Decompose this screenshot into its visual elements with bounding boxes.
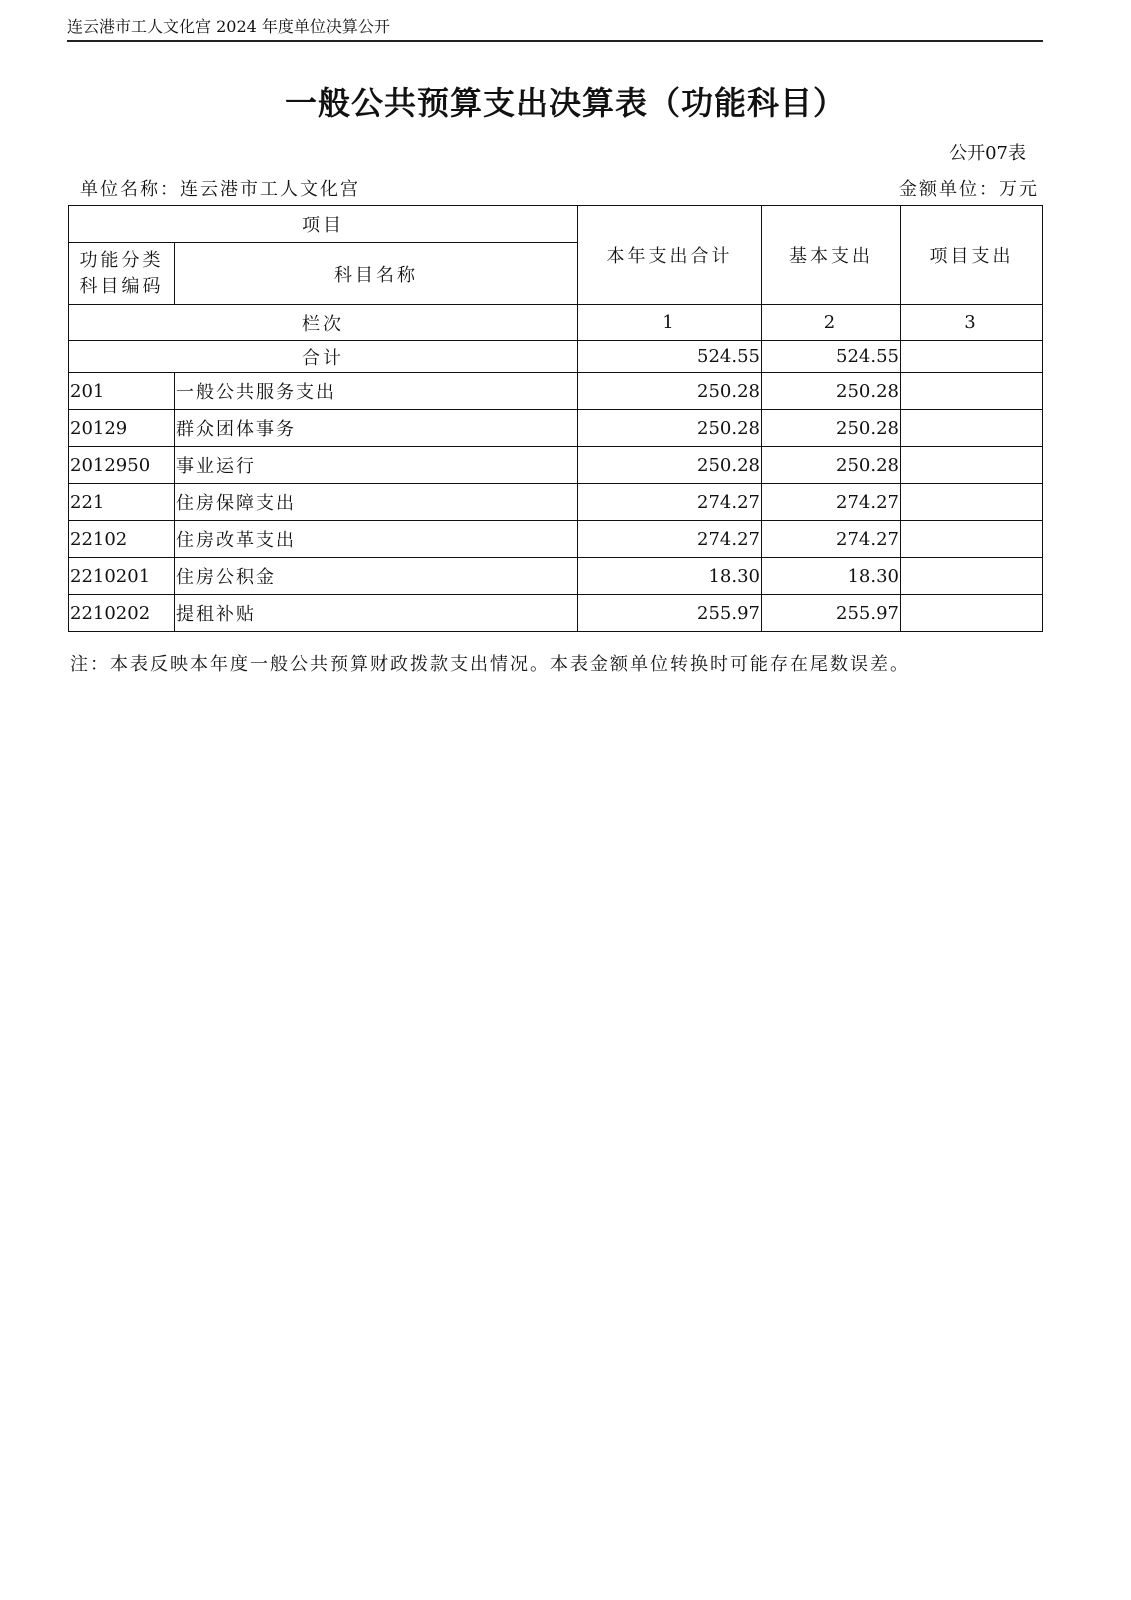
header-subject-name: 科目名称 (175, 243, 578, 305)
table-row (69, 484, 1043, 521)
row-total-expense: 274.27 (578, 484, 762, 521)
row-subject-name: 事业运行 (175, 447, 578, 484)
row-code: 201 (69, 373, 175, 410)
header-project: 项目 (69, 206, 578, 243)
row-project-expense (901, 447, 1043, 484)
row-subject-name: 住房改革支出 (175, 521, 578, 558)
table-row (69, 373, 1043, 410)
row-basic-expense: 250.28 (762, 373, 901, 410)
table-row (69, 410, 1043, 447)
column-index-row (69, 305, 1043, 341)
row-basic-expense: 250.28 (762, 447, 901, 484)
row-code: 2012950 (69, 447, 175, 484)
header-project-expense: 项目支出 (901, 206, 1043, 305)
row-project-expense (901, 373, 1043, 410)
total-label: 合计 (69, 341, 578, 373)
table-row (69, 595, 1043, 632)
total-total-expense: 524.55 (578, 341, 762, 373)
table-row (69, 447, 1043, 484)
row-code: 2210202 (69, 595, 175, 632)
running-header-title: 连云港市工人文化宫 2024 年度单位决算公开 (67, 17, 390, 36)
row-code: 2210201 (69, 558, 175, 595)
row-basic-expense: 255.97 (762, 595, 901, 632)
row-code: 20129 (69, 410, 175, 447)
column-label: 栏次 (69, 305, 578, 341)
row-total-expense: 255.97 (578, 595, 762, 632)
row-project-expense (901, 595, 1043, 632)
row-total-expense: 250.28 (578, 447, 762, 484)
row-project-expense (901, 558, 1043, 595)
row-code: 221 (69, 484, 175, 521)
row-total-expense: 250.28 (578, 410, 762, 447)
column-index-1: 1 (578, 305, 762, 341)
header-basic-expense: 基本支出 (762, 206, 901, 305)
header-code (69, 243, 175, 305)
row-subject-name: 住房公积金 (175, 558, 578, 595)
header-code-line1: 功能分类 (79, 249, 164, 271)
table-row (69, 521, 1043, 558)
column-index-3: 3 (901, 305, 1043, 341)
row-project-expense (901, 521, 1043, 558)
row-basic-expense: 274.27 (762, 521, 901, 558)
page-title: 一般公共预算支出决算表（功能科目） (284, 84, 846, 122)
form-number: 公开07表 (949, 143, 1026, 164)
total-basic-expense: 524.55 (762, 341, 901, 373)
row-subject-name: 一般公共服务支出 (175, 373, 578, 410)
row-project-expense (901, 484, 1043, 521)
unit-name: 单位名称：连云港市工人文化宫 (80, 179, 360, 200)
footnote: 注：本表反映本年度一般公共预算财政拨款支出情况。本表金额单位转换时可能存在尾数误差。 (70, 654, 910, 675)
row-basic-expense: 250.28 (762, 410, 901, 447)
amount-unit: 金额单位：万元 (899, 179, 1039, 200)
header-row (69, 206, 1043, 243)
row-subject-name: 群众团体事务 (175, 410, 578, 447)
running-header (67, 16, 1043, 42)
expenditure-table (68, 205, 1043, 632)
table-row (69, 558, 1043, 595)
row-subject-name: 住房保障支出 (175, 484, 578, 521)
row-project-expense (901, 410, 1043, 447)
row-basic-expense: 274.27 (762, 484, 901, 521)
row-code: 22102 (69, 521, 175, 558)
header-code-line2: 科目编码 (79, 275, 164, 297)
row-total-expense: 274.27 (578, 521, 762, 558)
row-total-expense: 18.30 (578, 558, 762, 595)
row-basic-expense: 18.30 (762, 558, 901, 595)
column-index-2: 2 (762, 305, 901, 341)
row-subject-name: 提租补贴 (175, 595, 578, 632)
header-total-expense: 本年支出合计 (578, 206, 762, 305)
total-project-expense (901, 341, 1043, 373)
row-total-expense: 250.28 (578, 373, 762, 410)
total-row (69, 341, 1043, 373)
